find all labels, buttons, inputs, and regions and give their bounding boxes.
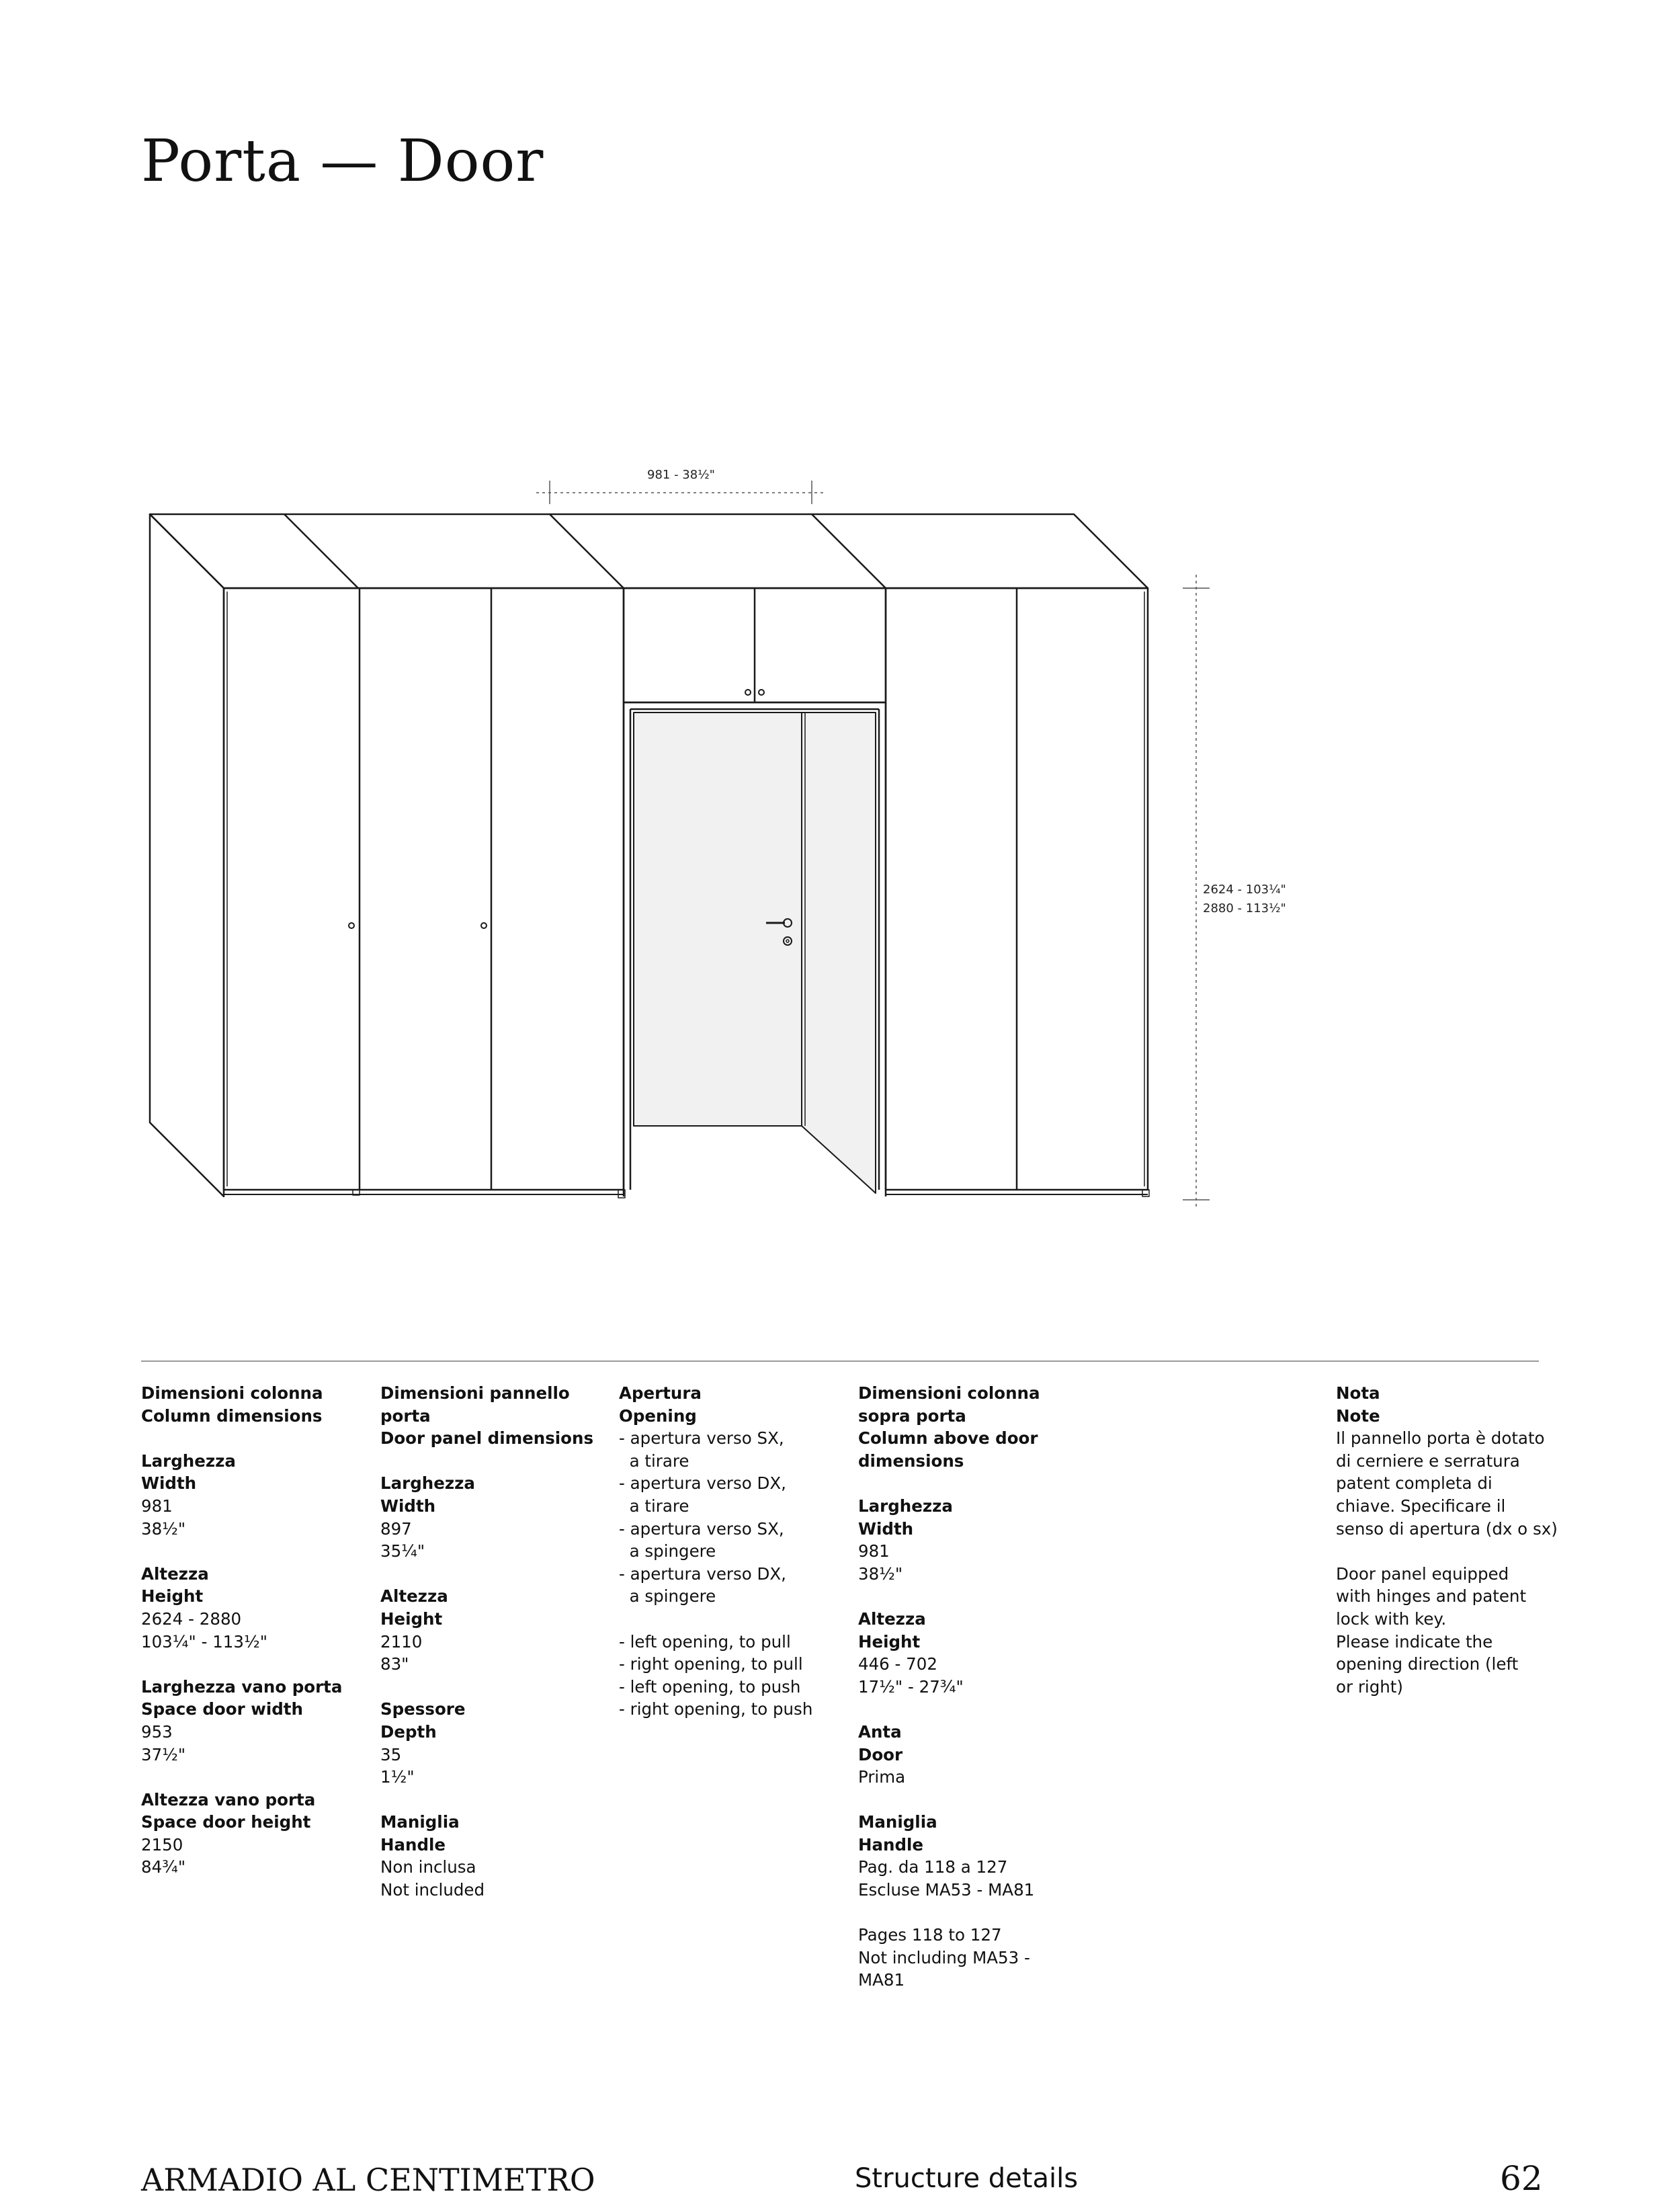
spec-label: Apertura [619,1383,702,1403]
spec-label: Maniglia [380,1812,460,1832]
spec-label: Depth [380,1721,437,1742]
knob-1 [349,923,354,928]
top-surface [150,514,1148,588]
spec-label: Altezza [141,1563,209,1584]
spacer [858,1585,1040,1608]
spacer [380,1676,593,1699]
spec-value: Il pannello porta è dotato [1336,1428,1545,1449]
spec-value: a spingere [619,1586,716,1606]
spec-label: Note [1336,1406,1380,1426]
height-dimension-label-2: 2880 - 113½" [1203,901,1286,915]
spacer [619,1608,812,1631]
spec-label: porta [380,1406,431,1426]
spec-value: Pag. da 118 a 127 [858,1857,1008,1877]
spec-value: Prima [858,1767,906,1787]
spec-value: a tirare [619,1451,689,1471]
spec-value: 35 [380,1744,402,1764]
spec-label: Door panel dimensions [380,1428,594,1449]
spec-label: Space door width [141,1699,303,1719]
spec-label: Nota [1336,1383,1380,1403]
spec-label: Opening [619,1406,697,1426]
spec-value: di cerniere e serratura [1336,1451,1520,1471]
spec-value: Door panel equipped [1336,1563,1509,1584]
spec-label: Height [380,1609,443,1629]
spec-value: 37½" [141,1744,186,1764]
spec-label: Dimensioni colonna [858,1383,1040,1403]
section-divider [141,1360,1539,1362]
spec-value: 897 [380,1518,412,1539]
spec-label: Maniglia [858,1812,937,1832]
spec-value: with hinges and patent [1336,1586,1527,1606]
left-side-panel [150,514,224,1196]
spec-label: Handle [380,1834,446,1855]
spacer [141,1653,342,1676]
spec-value: - right opening, to pull [619,1654,803,1674]
spec-value: Not including MA53 - [858,1947,1030,1967]
spec-label: Space door height [141,1812,311,1832]
spec-label: Handle [858,1834,924,1855]
spec-label: Spessore [380,1699,466,1719]
spacer [1336,1540,1558,1563]
spec-value: a tirare [619,1496,689,1516]
spec-label: Larghezza [380,1473,475,1494]
page-title: Porta — Door [141,128,544,195]
spec-value: a spingere [619,1541,716,1561]
spec-label: Altezza [858,1609,926,1629]
spec-value: Non inclusa [380,1857,476,1877]
spec-value: 83" [380,1654,409,1674]
footer-section: Structure details [855,2163,1079,2194]
knob-2 [481,923,487,928]
spec-label: Larghezza [141,1451,236,1471]
spec-value: opening direction (left [1336,1654,1519,1674]
spec-value: 35¼" [380,1541,425,1561]
spec-value: - apertura verso DX, [619,1563,786,1584]
spec-value: 953 [141,1721,173,1742]
spec-value: Please indicate the [1336,1631,1493,1652]
spec-label: Width [858,1518,914,1539]
spec-door-panel-dimensions [380,1382,593,1902]
spacer [858,1698,1040,1721]
spec-value: patent completa di [1336,1473,1493,1494]
spec-opening [619,1382,812,1721]
spacer [141,1427,342,1450]
spec-value: MA81 [858,1970,905,1990]
spacer [141,1766,342,1789]
left-block-front [224,588,624,1190]
spec-value: - right opening, to push [619,1699,813,1719]
spec-value: Escluse MA53 - MA81 [858,1880,1035,1900]
spec-value: 1½" [380,1767,415,1787]
spec-value: Pages 118 to 127 [858,1925,1002,1945]
spec-label: Column dimensions [141,1406,323,1426]
spec-value: - apertura verso SX, [619,1428,784,1449]
spec-label: Altezza [380,1586,448,1606]
height-dimension-label-1: 2624 - 103¼" [1203,883,1286,897]
spacer [380,1563,593,1586]
spec-value: 2624 - 2880 [141,1609,242,1629]
spacer [380,1789,593,1812]
spec-value: 446 - 702 [858,1654,937,1674]
spec-value: Not included [380,1880,485,1900]
spec-value: - left opening, to push [619,1676,801,1697]
passage-back-wall [634,713,802,1126]
spec-label: Width [380,1496,436,1516]
spec-value: 981 [858,1541,890,1561]
open-door-panel [802,713,876,1193]
spacer [858,1789,1040,1812]
spec-value: 2110 [380,1631,423,1652]
spec-value: - apertura verso SX, [619,1518,784,1539]
spec-value: 103¼" - 113½" [141,1631,267,1652]
spec-label: Dimensioni colonna [141,1383,323,1403]
spec-label: Anta [858,1721,902,1742]
spec-label: Door [858,1744,903,1764]
wardrobe-drawing [134,457,1317,1223]
spacer [380,1450,593,1473]
page-number: 62 [1500,2159,1543,2198]
spec-value: 981 [141,1496,173,1516]
spec-label: Larghezza vano porta [141,1676,343,1697]
width-dimension-label: 981 - 38½" [647,468,715,482]
spec-label: Column above door [858,1428,1038,1449]
spec-value: 38½" [141,1518,186,1539]
spec-value: or right) [1336,1676,1403,1697]
spacer [141,1540,342,1563]
spec-label: Larghezza [858,1496,953,1516]
spec-label: Height [141,1586,204,1606]
spec-value: 2150 [141,1834,183,1855]
spec-value: - apertura verso DX, [619,1473,786,1494]
spec-label: Dimensioni pannello [380,1383,570,1403]
spacer [858,1472,1040,1495]
spec-column-dimensions [141,1382,342,1879]
spec-value: 17½" - 27¾" [858,1676,964,1697]
footer-brand: ARMADIO AL CENTIMETRO [141,2162,595,2198]
spec-value: 84¾" [141,1857,186,1877]
spec-column-above-door [858,1382,1040,1992]
spec-value: - left opening, to pull [619,1631,791,1652]
spacer [858,1902,1040,1924]
spec-label: dimensions [858,1451,964,1471]
spec-label: sopra porta [858,1406,966,1426]
spec-value: 38½" [858,1563,903,1584]
spec-label: Height [858,1631,921,1652]
spec-label: Width [141,1473,197,1494]
spec-label: Altezza vano porta [141,1789,316,1809]
spec-value: lock with key. [1336,1609,1447,1629]
spec-note [1336,1382,1558,1698]
spec-value: senso di apertura (dx o sx) [1336,1518,1558,1539]
spec-value: chiave. Specificare il [1336,1496,1506,1516]
